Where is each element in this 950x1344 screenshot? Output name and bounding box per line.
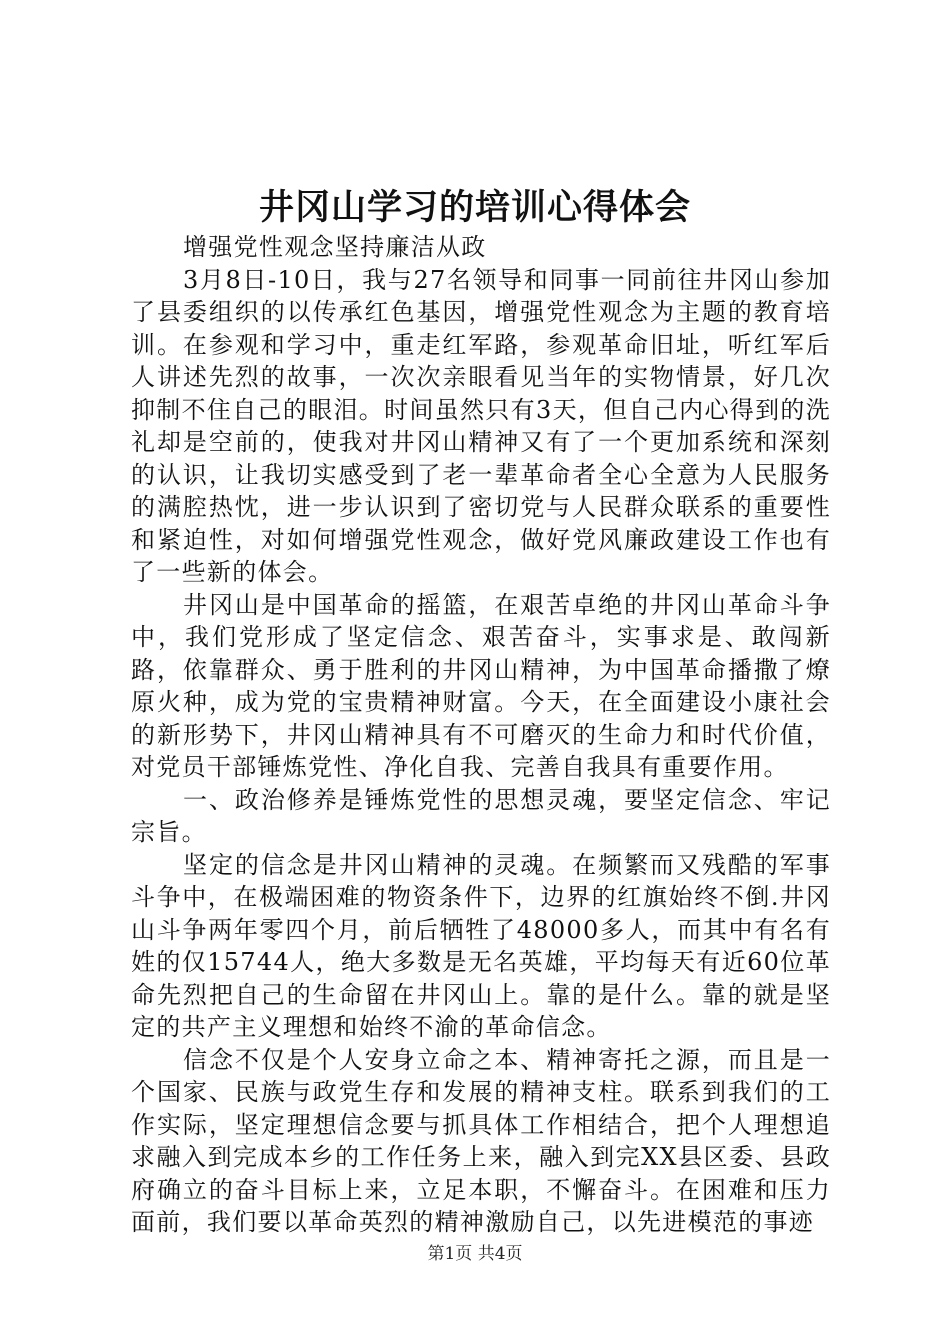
body-paragraph: 信念不仅是个人安身立命之本、精神寄托之源，而且是一个国家、民族与政党生存和发展的精神支柱。联系到我们的工作实际，坚定理想信念要与抓具体工作相结合，把个人理想追求融入到完成本乡的工作任务上来，融入到完XX县区委、县政府确立的奋斗目标上来，立足本职，不懈奋斗。在困难和压力面前，我们要以革命英烈的精神激励自己，以先进模范的事迹 (131, 1045, 831, 1236)
page-number-footer: 第1页 共4页 (427, 1244, 523, 1264)
subtitle-paragraph: 增强党性观念坚持廉洁从政 (183, 233, 487, 261)
body-paragraph: 3月8日-10日，我与27名领导和同事一同前往井冈山参加了县委组织的以传承红色基因，增强党性观念为主题的教育培训。在参观和学习中，重走红军路，参观革命旧址，听红军后人讲述先烈的故事，一次次亲眼看见当年的实物情景，好几次抑制不住自己的眼泪。时间虽然只有3天，但自己内心得到的洗礼却是空前的，使我对井冈山精神又有了一个更加系统和深刻的认识，让我切实感受到了老一辈革命者全心全意为人民服务的满腔热忱，进一步认识到了密切党与人民群众联系的重要性和紧迫性，对如何增强党性观念，做好党风廉政建设工作也有了一些新的体会。 (131, 265, 831, 586)
body-paragraph: 井冈山是中国革命的摇篮，在艰苦卓绝的井冈山革命斗争中，我们党形成了坚定信念、艰苦奋斗，实事求是、敢闯新路，依靠群众、勇于胜利的井冈山精神，为中国革命播撒了燎原火种，成为党的宝贵精神财富。今天，在全面建设小康社会的新形势下，井冈山精神具有不可磨灭的生命力和时代价值，对党员干部锤炼党性、净化自我、完善自我具有重要作用。 (131, 590, 831, 781)
section-heading: 一、政治修养是锤炼党性的思想灵魂，要坚定信念、牢记宗旨。 (131, 785, 831, 846)
body-paragraph: 坚定的信念是井冈山精神的灵魂。在频繁而又残酷的军事斗争中，在极端困难的物资条件下，边界的红旗始终不倒.井冈山斗争两年零四个月，前后牺牲了48000多人，而其中有名有姓的仅15744人，绝大多数是无名英雄，平均每天有近60位革命先烈把自己的生命留在井冈山上。靠的是什么。靠的就是坚定的共产主义理想和始终不渝的革命信念。 (131, 850, 831, 1041)
document-title: 井冈山学习的培训心得体会 (258, 187, 691, 228)
document-body (131, 231, 831, 1239)
